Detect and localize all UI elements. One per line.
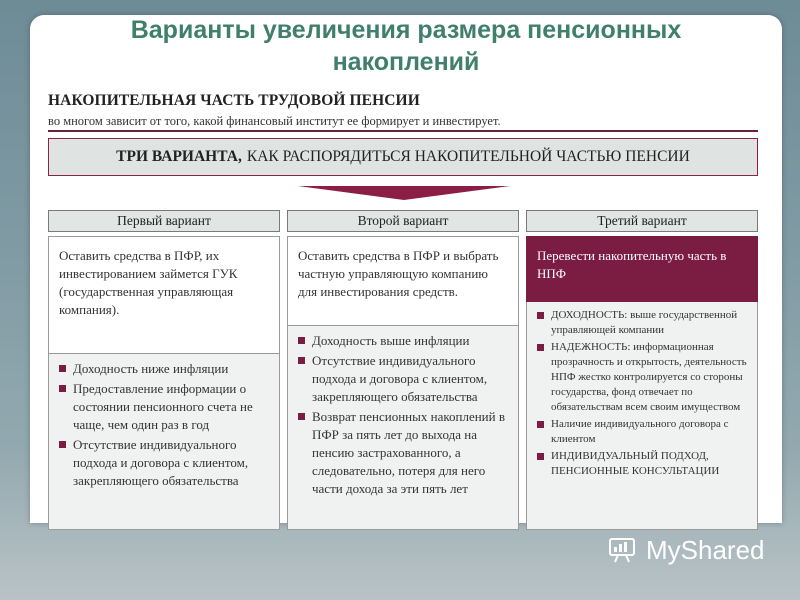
list-item xyxy=(535,449,749,479)
list-item-text: Отсутствие индивидуального подхода и договора с клиентом, закрепляющего обязательства xyxy=(73,437,249,488)
column-bullet-list xyxy=(287,326,519,530)
square-bullet-icon xyxy=(59,365,66,372)
list-item xyxy=(57,380,271,434)
square-bullet-icon xyxy=(298,357,305,364)
list-item-text: НАДЕЖНОСТЬ: информационная прозрачность и открытость, деятельность НПФ жестко контролируется со стороны государства, фонд отвечает по обязательствам всем своим имуществом xyxy=(551,341,747,413)
square-bullet-icon xyxy=(537,421,544,428)
column-bullet-list xyxy=(526,302,758,530)
banner-bold-text: ТРИ ВАРИАНТА, xyxy=(116,148,242,165)
square-bullet-icon xyxy=(537,312,544,319)
square-bullet-icon xyxy=(537,344,544,351)
page-title-line-1: Варианты увеличения размера пенсионных xyxy=(130,16,682,44)
column-header: Первый вариант xyxy=(48,210,280,232)
column-description: Оставить средства в ПФР, их инвестированием займется ГУК (государственная управляющая компания). xyxy=(48,236,280,354)
list-item-text: Наличие индивидуального договора с клиентом xyxy=(551,418,729,445)
watermark-logo xyxy=(608,532,765,568)
list-item xyxy=(296,408,510,498)
list-item-text: Предоставление информации о состоянии пенсионного счета не чаще, чем один раз в год xyxy=(73,381,253,432)
column-description: Перевести накопительную часть в НПФ xyxy=(526,236,758,302)
down-triangle-arrow-icon xyxy=(298,186,510,200)
option-column-2 xyxy=(287,210,519,530)
banner-text: КАК РАСПОРЯДИТЬСЯ НАКОПИТЕЛЬНОЙ ЧАСТЬЮ ПЕНСИИ xyxy=(246,148,690,165)
column-description: Оставить средства в ПФР и выбрать частную управляющую компанию для инвестирования средств. xyxy=(287,236,519,326)
square-bullet-icon xyxy=(298,337,305,344)
column-bullet-list xyxy=(48,354,280,530)
myshared-logo-icon xyxy=(608,535,638,565)
page-title xyxy=(30,14,782,78)
list-item-text: Возврат пенсионных накоплений в ПФР за пять лет до выхода на пенсию застрахованного, а следовательно, потеря для него части дохода за эти пять лет xyxy=(312,409,505,496)
list-item xyxy=(535,308,749,338)
options-banner xyxy=(48,138,758,176)
page-title-line-2: накоплений xyxy=(332,48,480,76)
section-subheading: во многом зависит от того, какой финансовый институт ее формирует и инвестирует. xyxy=(48,114,501,128)
list-item xyxy=(57,436,271,490)
list-item xyxy=(535,340,749,415)
watermark-text: MyShared xyxy=(646,534,765,565)
list-item xyxy=(57,360,271,378)
list-item-text: Доходность ниже инфляции xyxy=(73,361,229,376)
list-item-text: ДОХОДНОСТЬ: выше государственной управляющей компании xyxy=(551,309,738,336)
list-item xyxy=(296,332,510,350)
square-bullet-icon xyxy=(537,453,544,460)
section-heading: НАКОПИТЕЛЬНАЯ ЧАСТЬ ТРУДОВОЙ ПЕНСИИ xyxy=(48,92,420,109)
list-item xyxy=(296,352,510,406)
square-bullet-icon xyxy=(298,413,305,420)
column-header: Третий вариант xyxy=(526,210,758,232)
option-column-1 xyxy=(48,210,280,530)
list-item-text: Отсутствие индивидуального подхода и договора с клиентом, закрепляющего обязательства xyxy=(312,353,488,404)
square-bullet-icon xyxy=(59,441,66,448)
list-item-text: Доходность выше инфляции xyxy=(312,333,470,348)
list-item xyxy=(535,417,749,447)
square-bullet-icon xyxy=(59,385,66,392)
column-header: Второй вариант xyxy=(287,210,519,232)
heading-divider xyxy=(48,130,758,132)
option-column-3 xyxy=(526,210,758,530)
list-item-text: ИНДИВИДУАЛЬНЫЙ ПОДХОД, ПЕНСИОННЫЕ КОНСУЛЬТАЦИИ xyxy=(551,450,720,477)
